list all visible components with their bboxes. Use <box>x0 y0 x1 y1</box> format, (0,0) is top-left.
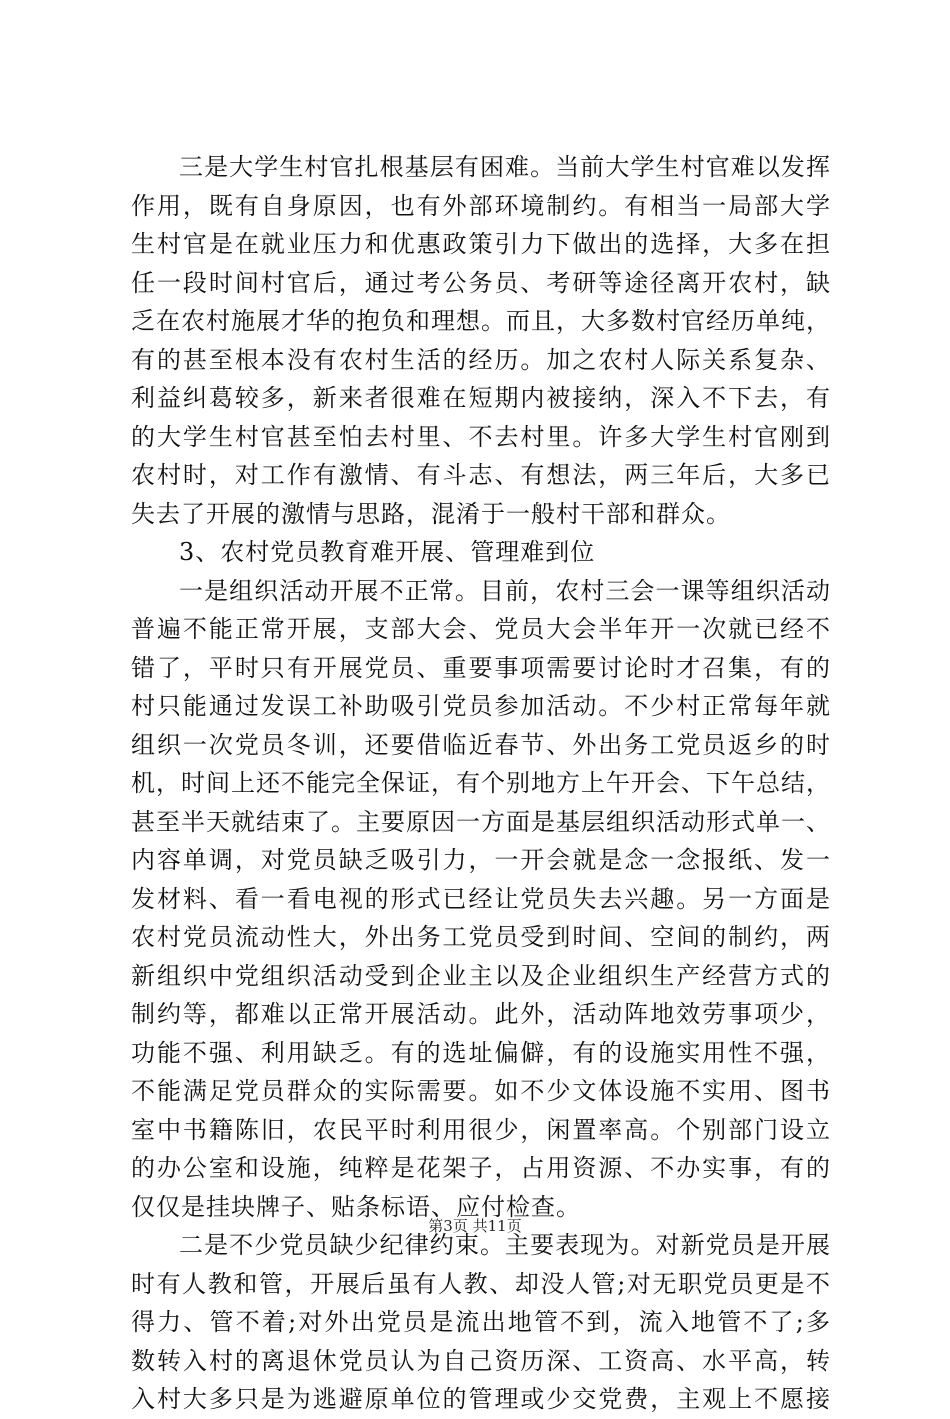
paragraph-line: 得力、管不着;对外出党员是流出地管不到，流入地管不了;多 <box>131 1308 831 1336</box>
paragraph-line: 组织一次党员冬训，还要借临近春节、外出务工党员返乡的时 <box>131 730 831 759</box>
paragraph-line: 作用，既有自身原因，也有外部环境制约。有相当一局部大学 <box>131 191 831 220</box>
paragraph-line: 新组织中党组织活动受到企业主以及企业组织生产经营方式的 <box>131 961 831 990</box>
paragraph-line: 的大学生村官甚至怕去村里、不去村里。许多大学生村官刚到 <box>131 422 831 451</box>
paragraph-line: 甚至半天就结束了。主要原因一方面是基层组织活动形式单一、 <box>131 807 831 836</box>
page-number-footer: 第3页 共11页 <box>428 1217 522 1235</box>
paragraph-line: 入村大多只是为逃避原单位的管理或少交党费，主观上不愿接 <box>131 1385 831 1413</box>
paragraph-line: 普遍不能正常开展，支部大会、党员大会半年开一次就已经不 <box>131 615 831 643</box>
paragraph-line: 村只能通过发误工补助吸引党员参加活动。不少村正常每年就 <box>131 692 831 720</box>
paragraph-line: 内容单调，对党员缺乏吸引力，一开会就是念一念报纸、发一 <box>131 846 831 874</box>
paragraph-line: 一是组织活动开展不正常。目前，农村三会一课等组织活动 <box>179 576 831 605</box>
paragraph-line: 的办公室和设施，纯粹是花架子，占用资源、不办实事，有的 <box>131 1154 831 1182</box>
paragraph-line: 失去了开展的激情与思路，混淆于一般村干部和群众。 <box>131 499 731 528</box>
paragraph-line: 不能满足党员群众的实际需要。如不少文体设施不实用、图书 <box>131 1077 831 1105</box>
paragraph-line: 生村官是在就业压力和优惠政策引力下做出的选择，大多在担 <box>131 230 831 258</box>
section-heading: 3、农村党员教育难开展、管理难到位 <box>179 538 596 566</box>
paragraph-line: 发材料、看一看电视的形式已经让党员失去兴趣。另一方面是 <box>131 884 831 913</box>
paragraph-line: 有的甚至根本没有农村生活的经历。加之农村人际关系复杂、 <box>131 345 831 374</box>
paragraph-line: 农村时，对工作有激情、有斗志、有想法，两三年后，大多已 <box>131 461 831 489</box>
paragraph-line: 数转入村的离退休党员认为自己资历深、工资高、水平高，转 <box>131 1346 831 1375</box>
paragraph-line: 乏在农村施展才华的抱负和理想。而且，大多数村官经历单纯， <box>131 307 831 335</box>
paragraph-line: 制约等，都难以正常开展活动。此外，活动阵地效劳事项少， <box>131 1000 831 1028</box>
paragraph-line: 室中书籍陈旧，农民平时利用很少，闲置率高。个别部门设立 <box>131 1115 831 1144</box>
paragraph-line: 错了，平时只有开展党员、重要事项需要讨论时才召集，有的 <box>131 653 831 682</box>
paragraph-line: 三是大学生村官扎根基层有困难。当前大学生村官难以发挥 <box>179 153 831 181</box>
paragraph-line: 时有人教和管，开展后虽有人教、却没人管;对无职党员更是不 <box>131 1269 831 1298</box>
paragraph-line: 仅仅是挂块牌子、贴条标语、应付检查。 <box>131 1192 581 1221</box>
paragraph-line: 二是不少党员缺少纪律约束。主要表现为。对新党员是开展 <box>179 1231 831 1259</box>
paragraph-line: 功能不强、利用缺乏。有的选址偏僻，有的设施实用性不强， <box>131 1038 831 1067</box>
paragraph-line: 农村党员流动性大，外出务工党员受到时间、空间的制约，两 <box>131 923 831 951</box>
paragraph-line: 利益纠葛较多，新来者很难在短期内被接纳，深入不下去，有 <box>131 384 831 412</box>
paragraph-line: 任一段时间村官后，通过考公务员、考研等途径离开农村，缺 <box>131 268 831 297</box>
paragraph-line: 机，时间上还不能完全保证，有个别地方上午开会、下午总结， <box>131 769 831 797</box>
